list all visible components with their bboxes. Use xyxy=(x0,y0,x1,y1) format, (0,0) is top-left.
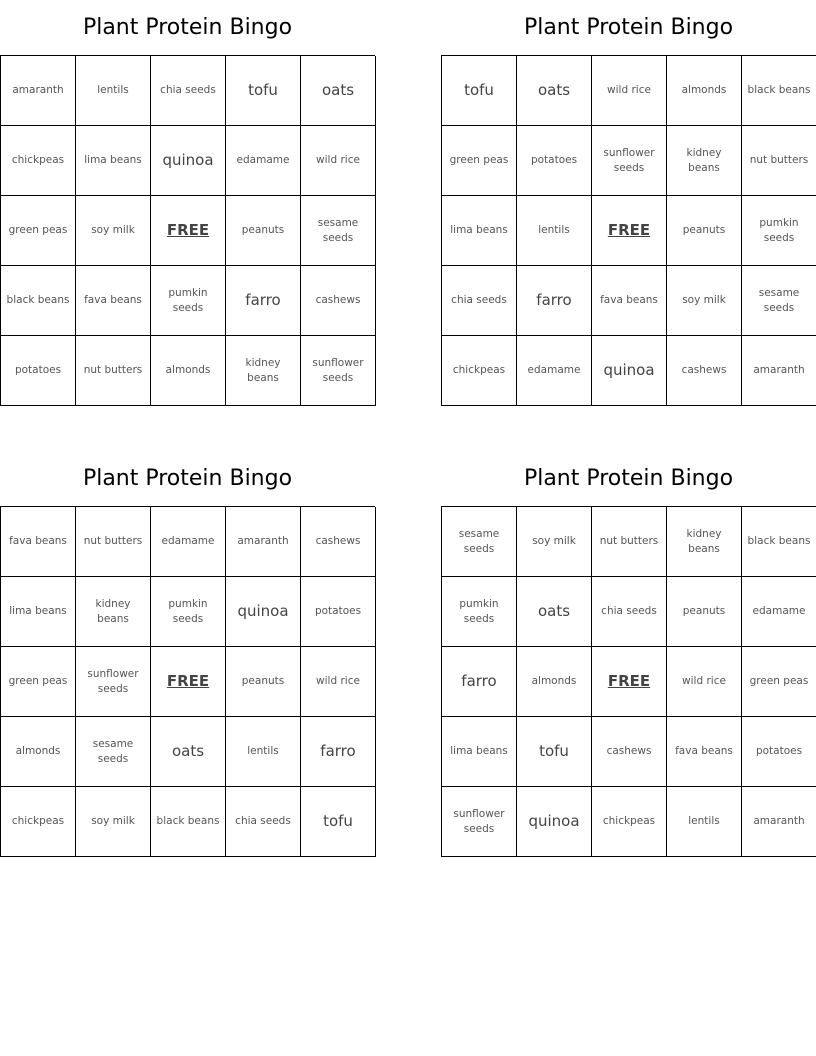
bingo-cell: amaranth xyxy=(742,787,816,857)
bingo-cell: farro xyxy=(442,647,517,717)
bingo-grid xyxy=(0,55,375,406)
bingo-cell: oats xyxy=(517,56,592,126)
bingo-cell: edamame xyxy=(517,336,592,406)
card-title: Plant Protein Bingo xyxy=(82,466,293,491)
bingo-cell: chia seeds xyxy=(226,787,301,857)
bingo-cell: sunflower seeds xyxy=(301,336,376,406)
bingo-cell: fava beans xyxy=(667,717,742,787)
bingo-cell: green peas xyxy=(1,196,76,266)
bingo-cell: almonds xyxy=(517,647,592,717)
bingo-grid xyxy=(441,506,816,857)
bingo-cell: wild rice xyxy=(301,126,376,196)
bingo-cell: peanuts xyxy=(226,196,301,266)
bingo-cell: tofu xyxy=(442,56,517,126)
bingo-cell: pumkin seeds xyxy=(151,577,226,647)
bingo-cell: peanuts xyxy=(226,647,301,717)
bingo-cell: lima beans xyxy=(442,717,517,787)
bingo-cell: tofu xyxy=(517,717,592,787)
bingo-cell: black beans xyxy=(742,507,816,577)
bingo-cell: edamame xyxy=(151,507,226,577)
bingo-cell: almonds xyxy=(1,717,76,787)
bingo-cell: oats xyxy=(301,56,376,126)
bingo-cell: amaranth xyxy=(742,336,816,406)
bingo-cell: sunflower seeds xyxy=(592,126,667,196)
bingo-cell: sesame seeds xyxy=(301,196,376,266)
bingo-cell: chickpeas xyxy=(442,336,517,406)
bingo-cell: sesame seeds xyxy=(76,717,151,787)
bingo-cell: kidney beans xyxy=(667,507,742,577)
bingo-cell: fava beans xyxy=(1,507,76,577)
free-space: FREE xyxy=(151,647,226,717)
bingo-cell: farro xyxy=(517,266,592,336)
bingo-cell: pumkin seeds xyxy=(151,266,226,336)
bingo-cell: potatoes xyxy=(742,717,816,787)
bingo-cell: oats xyxy=(151,717,226,787)
bingo-cell: black beans xyxy=(151,787,226,857)
free-space: FREE xyxy=(151,196,226,266)
bingo-cell: lentils xyxy=(226,717,301,787)
card-title: Plant Protein Bingo xyxy=(523,466,734,491)
bingo-cell: wild rice xyxy=(592,56,667,126)
bingo-cell: sesame seeds xyxy=(442,507,517,577)
bingo-cell: lima beans xyxy=(442,196,517,266)
bingo-cell: chia seeds xyxy=(592,577,667,647)
bingo-cell: quinoa xyxy=(151,126,226,196)
bingo-cell: soy milk xyxy=(667,266,742,336)
bingo-cell: nut butters xyxy=(76,336,151,406)
card-title: Plant Protein Bingo xyxy=(82,15,293,40)
bingo-card xyxy=(441,451,816,857)
bingo-grid xyxy=(0,506,375,857)
bingo-cell: lima beans xyxy=(76,126,151,196)
bingo-cell: potatoes xyxy=(301,577,376,647)
bingo-cell: edamame xyxy=(742,577,816,647)
bingo-card xyxy=(441,0,816,406)
free-space: FREE xyxy=(592,196,667,266)
bingo-cell: wild rice xyxy=(667,647,742,717)
bingo-cell: quinoa xyxy=(226,577,301,647)
bingo-cell: soy milk xyxy=(76,787,151,857)
bingo-cell: soy milk xyxy=(76,196,151,266)
bingo-cell: edamame xyxy=(226,126,301,196)
bingo-cell: black beans xyxy=(742,56,816,126)
bingo-card xyxy=(0,451,375,857)
bingo-cell: amaranth xyxy=(1,56,76,126)
bingo-cell: farro xyxy=(301,717,376,787)
bingo-cell: chickpeas xyxy=(1,126,76,196)
bingo-cell: chickpeas xyxy=(592,787,667,857)
bingo-cell: oats xyxy=(517,577,592,647)
bingo-cell: soy milk xyxy=(517,507,592,577)
bingo-cell: pumkin seeds xyxy=(742,196,816,266)
bingo-cell: lima beans xyxy=(1,577,76,647)
bingo-cell: cashews xyxy=(301,507,376,577)
bingo-cell: cashews xyxy=(592,717,667,787)
bingo-card xyxy=(0,0,375,406)
bingo-cell: kidney beans xyxy=(226,336,301,406)
bingo-cell: kidney beans xyxy=(76,577,151,647)
bingo-cell: nut butters xyxy=(742,126,816,196)
bingo-cell: quinoa xyxy=(592,336,667,406)
bingo-cell: amaranth xyxy=(226,507,301,577)
bingo-cell: sunflower seeds xyxy=(442,787,517,857)
bingo-cell: peanuts xyxy=(667,577,742,647)
bingo-cell: nut butters xyxy=(76,507,151,577)
bingo-cell: sunflower seeds xyxy=(76,647,151,717)
bingo-cell: green peas xyxy=(442,126,517,196)
free-space: FREE xyxy=(592,647,667,717)
bingo-cell: fava beans xyxy=(76,266,151,336)
bingo-cell: black beans xyxy=(1,266,76,336)
bingo-cell: lentils xyxy=(517,196,592,266)
bingo-cell: green peas xyxy=(742,647,816,717)
bingo-cell: potatoes xyxy=(517,126,592,196)
bingo-cell: nut butters xyxy=(592,507,667,577)
bingo-cell: chia seeds xyxy=(442,266,517,336)
bingo-cell: kidney beans xyxy=(667,126,742,196)
bingo-cell: potatoes xyxy=(1,336,76,406)
bingo-cell: cashews xyxy=(301,266,376,336)
card-title: Plant Protein Bingo xyxy=(523,15,734,40)
bingo-cell: peanuts xyxy=(667,196,742,266)
bingo-cell: pumkin seeds xyxy=(442,577,517,647)
bingo-cell: green peas xyxy=(1,647,76,717)
bingo-cell: tofu xyxy=(301,787,376,857)
bingo-cell: lentils xyxy=(667,787,742,857)
bingo-cell: almonds xyxy=(151,336,226,406)
bingo-cell: chia seeds xyxy=(151,56,226,126)
bingo-cell: wild rice xyxy=(301,647,376,717)
bingo-cell: quinoa xyxy=(517,787,592,857)
bingo-cell: fava beans xyxy=(592,266,667,336)
bingo-cell: almonds xyxy=(667,56,742,126)
bingo-cell: chickpeas xyxy=(1,787,76,857)
bingo-cell: farro xyxy=(226,266,301,336)
bingo-cell: lentils xyxy=(76,56,151,126)
bingo-cell: cashews xyxy=(667,336,742,406)
bingo-cell: tofu xyxy=(226,56,301,126)
bingo-cell: sesame seeds xyxy=(742,266,816,336)
bingo-grid xyxy=(441,55,816,406)
